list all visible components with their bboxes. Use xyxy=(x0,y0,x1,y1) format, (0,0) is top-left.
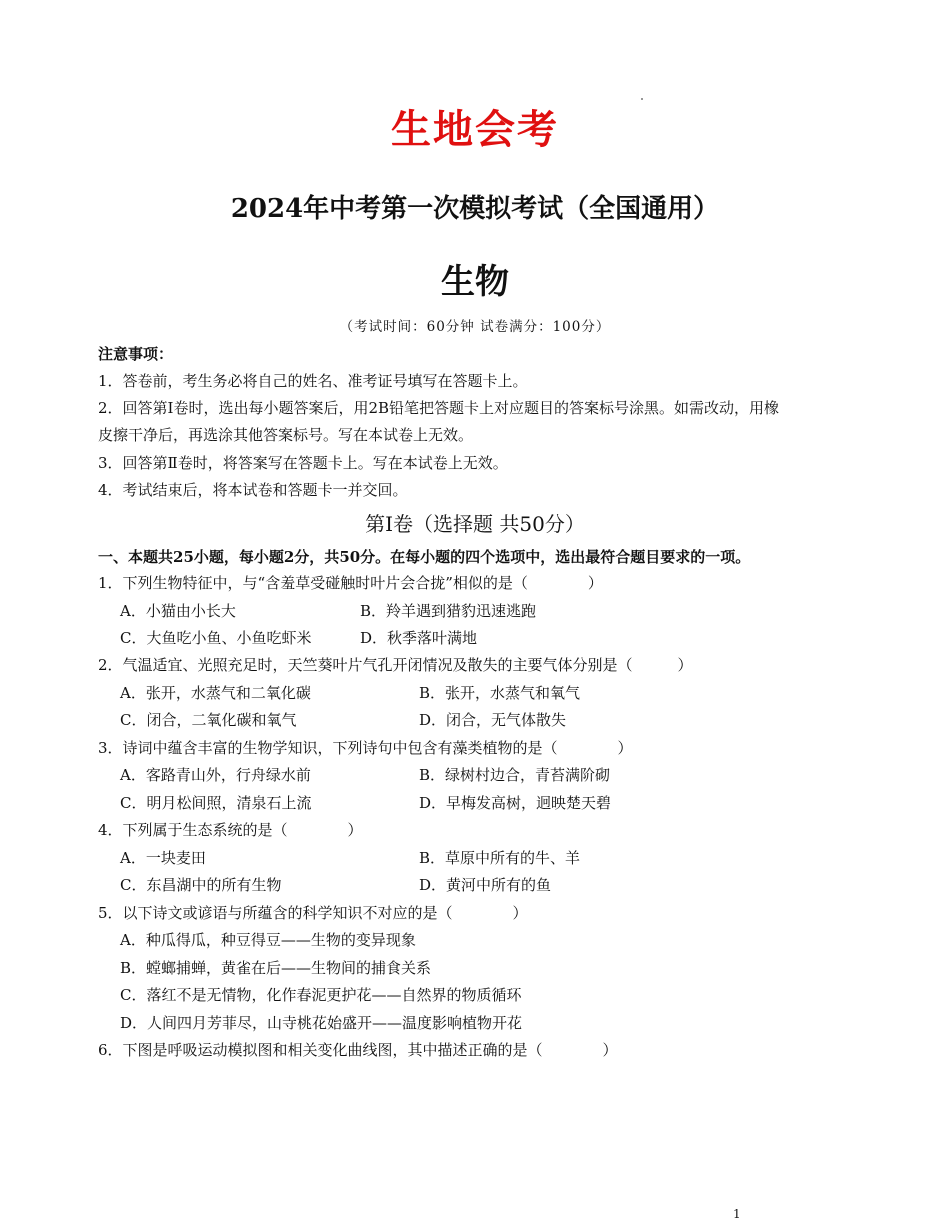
section-title: 第Ⅰ卷（选择题 共50分） xyxy=(365,512,585,536)
notice-heading: 注意事项： xyxy=(98,345,174,363)
question-stem: 5．以下诗文或谚语与所蕴含的科学知识不对应的是（ ） xyxy=(98,904,528,922)
question-option: D．闭合，无气体散失 xyxy=(419,711,567,729)
exam-info: （考试时间：60分钟 试卷满分：100分） xyxy=(339,319,611,335)
question-option: A．张开，水蒸气和二氧化碳 xyxy=(120,684,311,702)
question-option: A．一块麦田 xyxy=(120,849,206,867)
notice-item: 4．考试结束后，将本试卷和答题卡一并交回。 xyxy=(98,481,408,499)
exam-title: 2024年中考第一次模拟考试（全国通用） xyxy=(230,194,720,224)
notice-item: 3．回答第Ⅱ卷时，将答案写在答题卡上。写在本试卷上无效。 xyxy=(98,454,508,472)
question-option: D．秋季落叶满地 xyxy=(360,629,478,647)
notice-item: 2．回答第Ⅰ卷时，选出每小题答案后，用2B铅笔把答题卡上对应题目的答案标号涂黑。如需改动，用橡 xyxy=(98,399,780,417)
question-option: A．小猫由小长大 xyxy=(120,602,236,620)
question-option: C．闭合，二氧化碳和氧气 xyxy=(120,711,297,729)
question-stem: 3．诗词中蕴含丰富的生物学知识，下列诗句中包含有藻类植物的是（ ） xyxy=(98,739,633,757)
question-option: C．大鱼吃小鱼、小鱼吃虾米 xyxy=(120,629,312,647)
question-option: D．人间四月芳菲尽，山寺桃花始盛开——温度影响植物开花 xyxy=(120,1014,523,1032)
question-option: B．羚羊遇到猎豹迅速逃跑 xyxy=(360,602,537,620)
page-number: 1 xyxy=(733,1207,741,1221)
question-option: D．早梅发高树，迥映楚天碧 xyxy=(419,794,612,812)
subject-title: 生物 xyxy=(441,262,509,302)
question-stem: 2．气温适宜、光照充足时，天竺葵叶片气孔开闭情况及散失的主要气体分别是（ ） xyxy=(98,656,693,674)
question-option: A．客路青山外，行舟绿水前 xyxy=(120,766,311,784)
question-option: B．张开，水蒸气和氧气 xyxy=(419,684,581,702)
question-option: C．明月松间照，清泉石上流 xyxy=(120,794,312,812)
section-instruction: 一、本题共25小题，每小题2分，共50分。在每小题的四个选项中，选出最符合题目要求的一项。 xyxy=(98,548,751,566)
question-stem: 6．下图是呼吸运动模拟图和相关变化曲线图，其中描述正确的是（ ） xyxy=(98,1041,618,1059)
notice-item: 皮擦干净后，再选涂其他答案标号。写在本试卷上无效。 xyxy=(98,426,474,444)
question-stem: 1．下列生物特征中，与“含羞草受碰触时叶片会合拢”相似的是（ ） xyxy=(98,574,603,592)
question-option: C．落红不是无情物，化作春泥更护花——自然界的物质循环 xyxy=(120,986,522,1004)
question-option: C．东昌湖中的所有生物 xyxy=(120,876,282,894)
question-option: B．绿树村边合，青苔满阶砌 xyxy=(419,766,611,784)
notice-item: 1．答卷前，考生务必将自己的姓名、准考证号填写在答题卡上。 xyxy=(98,372,528,390)
question-option: B．草原中所有的牛、羊 xyxy=(419,849,581,867)
question-option: B．螳螂捕蝉，黄雀在后——生物间的捕食关系 xyxy=(120,959,432,977)
question-option: D．黄河中所有的鱼 xyxy=(419,876,552,894)
red-title: 生地会考 xyxy=(391,107,559,153)
question-stem: 4．下列属于生态系统的是（ ） xyxy=(98,821,363,839)
question-option: A．种瓜得瓜，种豆得豆——生物的变异现象 xyxy=(120,931,416,949)
